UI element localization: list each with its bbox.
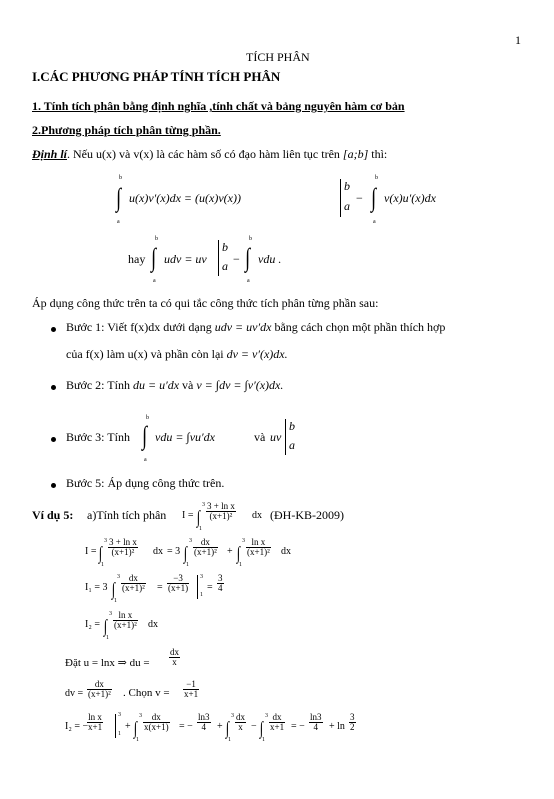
bullet-icon	[51, 483, 56, 488]
section-heading-main: I.CÁC PHƯƠNG PHÁP TÍNH TÍCH PHÂN	[32, 69, 281, 84]
example-I2-line: I₂ = ∫ 3 1 $\frac{\text{ln x}}{\text{(x+1)²}}$ dx	[85, 610, 158, 641]
example-header: Ví dụ 5: a)Tính tích phân I = ∫ 3 1 $\frac{\text{3 + ln x}}{\text{(x+1)²}}$ dx (ĐH-KB-2009)	[32, 501, 344, 532]
page-title: TÍCH PHÂN	[246, 50, 310, 64]
step-1-line-2: của f(x) làm u(x) và phần còn lại dv = v′(x)dx.	[66, 347, 288, 361]
formula-parts-short: hay b a ∫ udv = uv b a − b a ∫ vdu .	[128, 236, 282, 284]
theorem-tail: thì:	[371, 147, 388, 161]
example-split-line: I = ∫ 3 1 $\frac{\text{3 + ln x}}{\text{(x+1)²}}$ dx = 3 ∫ 3 1 $\frac{dx}{\text{(x+1)²}}$ + ∫ 3 1 $\frac{\text{ln x}}{\text{(x+1)²}}$ dx	[85, 537, 291, 568]
document-page: 1 TÍCH PHÂN I.CÁC PHƯƠNG PHÁP TÍNH TÍCH PHÂN 1. Tính tích phân bằng định nghĩa ,tính chất và bảng nguyên hàm cơ bản 2.Phương pháp tích phân từng phần. Định lí. Nếu u(x) và v(x) là các hàm số có đạo hàm liên tục trên [a;b] thì: b a ∫ u(x)v′(x)dx = (u(x)v(x)) b a − b a ∫ v(x)u′(x)dx hay b a ∫ udv = uv b a − b a ∫ vdu . Áp dụng công thức trên ta có qui tắc công thức tích phân từng phần sau: Bước 1: Viết f(x)dx dưới dạng udv = uv′dx bằng cách chọn một phần thích hợp của f(x) làm u(x) và phần còn lại dv = v′(x)dx. Bước 2: Tính du = u′dx và v = ∫dv = ∫v′(x)dx. Bước 3: Tính b a ∫ vdu = ∫vu′dx và uv b a Bước 5: Áp dụng công thức trên. Ví dụ 5: a)Tính tích phân I = ∫ 3 1 $\frac{\text{3 + ln x}}{\text{(x+1)²}}$ dx (ĐH-KB-2009) I = ∫ 3 1 $\frac{\text{3 + ln x}}{\text{(x+1)²}}$ dx = 3 ∫ 3 1 $\frac{dx}{\text{(x+1)²}}$ + ∫ 3 1 $\frac{\text{ln x}}{\text{(x+1)²}}$ dx I₁ = 3 ∫ 3 1 $\frac{dx}{\text{(x+1)²}}$ = $\frac{-3}{(x+1)}$ 3 1 = $\frac{3}{4}$ I₂ = ∫ 3 1 $\frac{\text{ln x}}{\text{(x+1)²}}$ dx Đặt u = lnx ⇒ du = $\frac{dx}{x}$ dv = $\frac{dx}{\text{(x+1)²}}$ . Chọn v = $\frac{-1}{x+1}$ I₂ = − $\frac{\text{ln x}}{x+1}$ 3 1 + ∫ 3 1 $\frac{dx}{x(x+1)}$ = − $\frac{\ln 3}{4}$ + ∫ 3 1 $\frac{dx}{x}$ − ∫ 3 1 $\frac{dx}{x+1}$ = − $\frac{\ln 3}{4}$ + ln $\frac{3}{2}$	[0, 0, 554, 799]
example-set-u: Đặt u = lnx ⇒ du = $\frac{dx}{x}$	[65, 647, 179, 669]
step-2-line: Bước 2: Tính du = u′dx và v = ∫dv = ∫v′(x)dx.	[66, 378, 284, 392]
step-1-line-1: Bước 1: Viết f(x)dx dưới dạng udv = uv′dx bằng cách chọn một phần thích hợp	[66, 320, 446, 334]
section-heading-1: 1. Tính tích phân bằng định nghĩa ,tính chất và bảng nguyên hàm cơ bản	[32, 99, 405, 113]
apply-text: Áp dụng công thức trên ta có qui tắc công thức tích phân từng phần sau:	[32, 296, 379, 310]
bullet-icon	[51, 437, 56, 442]
section-heading-2: 2.Phương pháp tích phân từng phần.	[32, 123, 221, 137]
theorem-line	[32, 147, 387, 162]
bullet-icon	[51, 327, 56, 332]
step-5-line: Bước 5: Áp dụng công thức trên.	[66, 476, 225, 490]
example-I1-line: I₁ = 3 ∫ 3 1 $\frac{dx}{\text{(x+1)²}}$ = $\frac{-3}{(x+1)}$ 3 1 = $\frac{3}{4}$	[85, 573, 223, 604]
theorem-interval: [a;b]	[342, 147, 369, 161]
example-dv: dv = $\frac{dx}{\text{(x+1)²}}$ . Chọn v = $\frac{-1}{x+1}$	[65, 679, 199, 700]
page-number: 1	[515, 33, 521, 47]
step-3-line: Bước 3: Tính b a ∫ vdu = ∫vu′dx và uv b a	[66, 415, 295, 463]
example-final-line: I₂ = − $\frac{\text{ln x}}{x+1}$ 3 1 + ∫ 3 1 $\frac{dx}{x(x+1)}$ = − $\frac{\ln 3}{4}$ + ∫ 3 1 $\frac{dx}{x}$ − ∫ 3 1 $\frac{dx}{x+1}$ = − $\frac{\ln 3}{4}$ + ln $\frac{3}{2}$	[65, 712, 355, 743]
theorem-text: . Nếu u(x) và v(x) là các hàm số có đạo hàm liên tục trên	[67, 147, 340, 161]
bullet-icon	[51, 385, 56, 390]
theorem-label: Định lí	[32, 147, 68, 161]
